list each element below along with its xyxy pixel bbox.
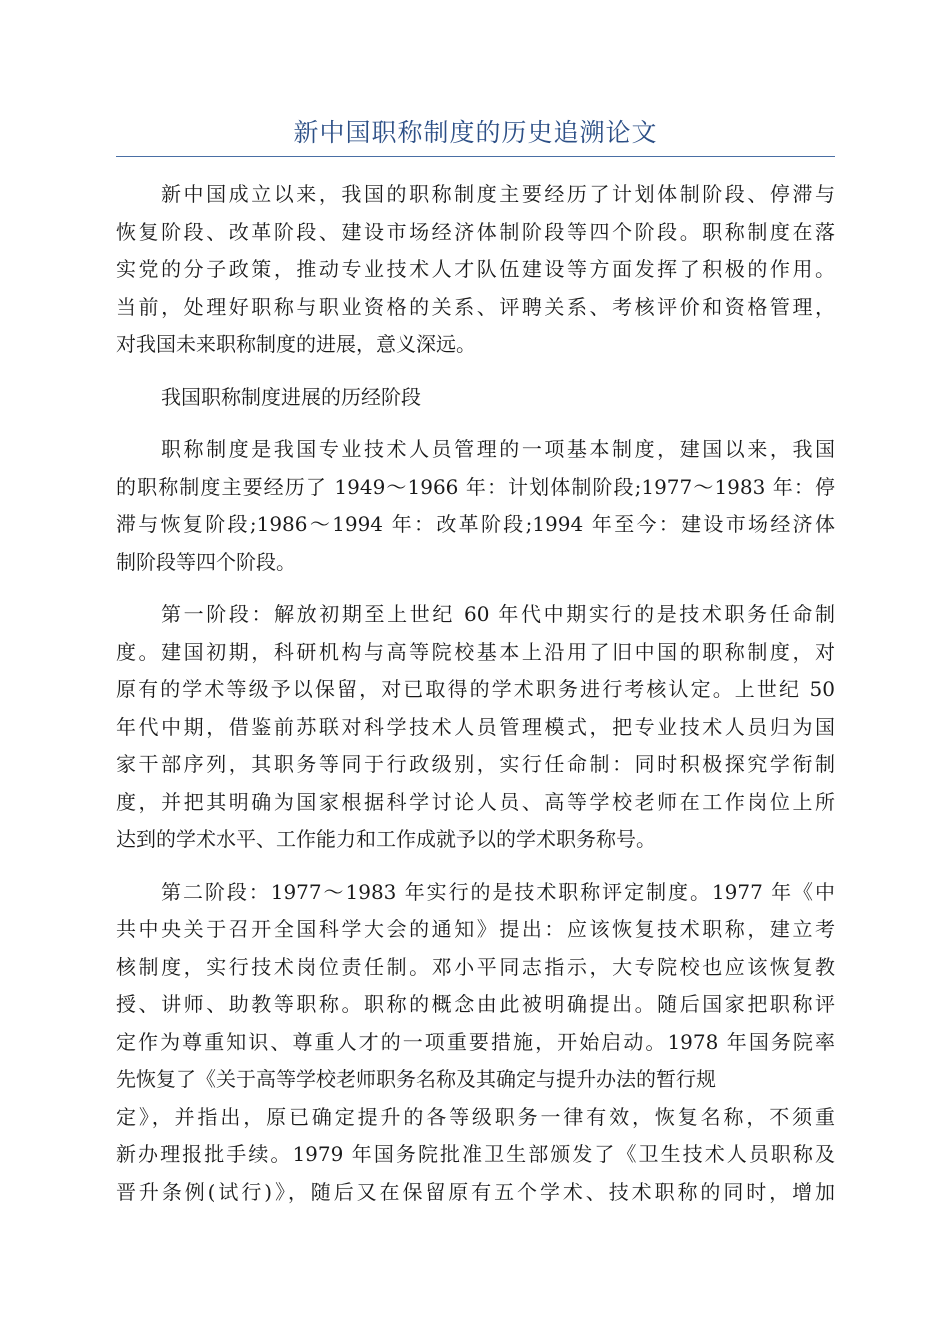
section-heading (116, 379, 835, 417)
text-line: 新中国成立以来，我国的职称制度主要经历了计划体制阶段、停滞与 (161, 182, 835, 206)
text-line: 度。建国初期，科研机构与高等院校基本上沿用了旧中国的职称制度，对 (116, 639, 835, 664)
text-line: 达到的学术水平、工作能力和工作成就予以的学术职务称号。 (116, 827, 656, 851)
text-line: 滞与恢复阶段;1986～1994 年：改革阶段;1994 年至今：建设市场经济体 (116, 512, 835, 536)
text-line: 核制度，实行技术岗位责任制。邓小平同志指示，大专院校也应该恢复教 (116, 954, 835, 979)
text-line: 先恢复了《关于高等学校老师职务名称及其确定与提升办法的暂行规 (116, 1067, 716, 1091)
document-body (116, 176, 835, 1226)
paragraph (116, 431, 835, 581)
text-line: 实党的分子政策，推动专业技术人才队伍建设等方面发挥了积极的作用。 (116, 257, 835, 281)
text-line: 我国职称制度进展的历经阶段 (161, 384, 421, 409)
text-line: 家干部序列，其职务等同于行政级别，实行任命制：同时积极探究学衔制 (116, 752, 835, 776)
text-line: 对我国未来职称制度的进展，意义深远。 (116, 332, 476, 356)
text-line: 当前，处理好职称与职业资格的关系、评聘关系、考核评价和资格管理， (116, 294, 835, 319)
text-line: 共中央关于召开全国科学大会的通知》提出：应该恢复技术职称，建立考 (116, 917, 835, 941)
text-line: 定》，并指出，原已确定提升的各等级职务一律有效，恢复名称，不须重 (116, 1104, 835, 1129)
text-line: 职称制度是我国专业技术人员管理的一项基本制度，建国以来，我国 (161, 437, 835, 461)
text-line: 第二阶段：1977～1983 年实行的是技术职称评定制度。1977 年《中 (161, 879, 835, 904)
text-line: 恢复阶段、改革阶段、建设市场经济体制阶段等四个阶段。职称制度在落 (116, 219, 835, 244)
paragraph (116, 176, 835, 364)
title-block (116, 112, 835, 157)
document-title: 新中国职称制度的历史追溯论文 (293, 118, 658, 147)
text-line: 制阶段等四个阶段。 (116, 549, 296, 574)
text-line: 的职称制度主要经历了 1949～1966 年：计划体制阶段;1977～1983 年：停 (116, 474, 835, 499)
text-line: 晋升条例(试行)》，随后又在保留原有五个学术、技术职称的同时，增加 (116, 1179, 835, 1204)
paragraph (116, 874, 835, 1212)
paragraph (116, 596, 835, 859)
text-line: 新办理报批手续。1979 年国务院批准卫生部颁发了《卫生技术人员职称及 (116, 1142, 835, 1166)
text-line: 年代中期，借鉴前苏联对科学技术人员管理模式，把专业技术人员归为国 (116, 714, 835, 739)
text-line: 原有的学术等级予以保留，对已取得的学术职务进行考核认定。上世纪 50 (116, 677, 835, 701)
text-line: 授、讲师、助教等职称。职称的概念由此被明确提出。随后国家把职称评 (116, 992, 835, 1016)
text-line: 度，并把其明确为国家根据科学讨论人员、高等学校老师在工作岗位上所 (116, 789, 835, 814)
text-line: 第一阶段：解放初期至上世纪 60 年代中期实行的是技术职务任命制 (161, 602, 835, 626)
text-line: 定作为尊重知识、尊重人才的一项重要措施，开始启动。1978 年国务院率 (116, 1029, 835, 1054)
